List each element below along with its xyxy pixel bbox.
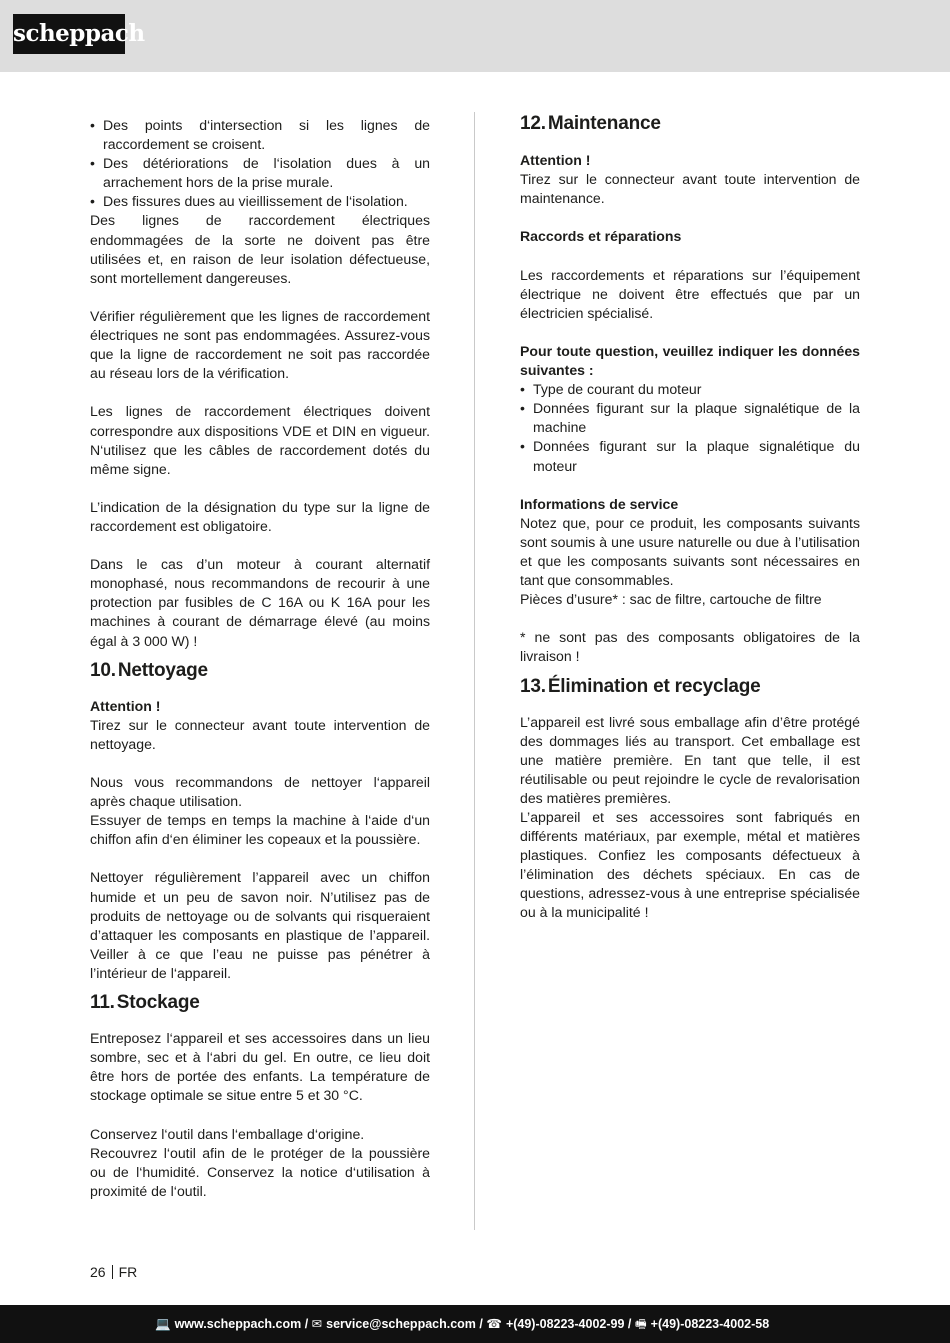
paragraph: Recouvrez l‘outil afin de le protéger de la poussière ou de l‘humidité. Conservez la notice d‘utilisation à proximité de l‘outil. bbox=[90, 1144, 430, 1199]
fax-number[interactable]: +(49)-08223-4002-58 bbox=[650, 1317, 770, 1331]
phone-number[interactable]: +(49)-08223-4002-99 / bbox=[505, 1317, 632, 1331]
paragraph: Nettoyer régulièrement l’appareil avec un chiffon humide et un peu de savon noir. N’utilisez pas de produits de nettoyage ou de solvants qui risqueraient d’attaquer les composants en plastique de l’appareil. Veiller à ce que l’eau ne puisse pas pénétrer à l’intérieur de l‘appareil. bbox=[90, 869, 430, 981]
paragraph: Notez que, pour ce produit, les composants suivants sont soumis à une usure naturelle ou due à l’utilisation et que les composants suivants sont nécessaires en tant que consommables. bbox=[520, 514, 860, 589]
attention-label: Attention ! bbox=[90, 697, 161, 714]
paragraph: L’indication de la désignation du type sur la ligne de raccordement est obligatoire. bbox=[90, 498, 430, 534]
email-link[interactable]: service@scheppach.com / bbox=[326, 1317, 483, 1331]
paragraph: Les raccordements et réparations sur l’équipement électrique ne doivent être effectués que par un électricien spécialisé. bbox=[520, 266, 860, 321]
column-divider bbox=[474, 112, 475, 1230]
left-column bbox=[90, 116, 430, 1201]
paragraph: Nous vous recommandons de nettoyer l‘appareil après chaque utilisation. bbox=[90, 774, 430, 810]
subheading-question: Pour toute question, veuillez indiquer les données suivantes : bbox=[520, 342, 860, 379]
list-item: • Des fissures dues au vieillissement de l‘isolation. bbox=[90, 192, 430, 211]
footer-bar bbox=[0, 1305, 950, 1343]
required-data-list bbox=[520, 380, 860, 475]
header-bar bbox=[0, 0, 950, 72]
paragraph: Tirez sur le connecteur avant toute intervention de maintenance. bbox=[520, 171, 860, 207]
list-item: • Données figurant sur la plaque signalétique de la machine bbox=[520, 399, 860, 437]
fax-icon: 🖷 bbox=[634, 1317, 647, 1331]
paragraph: Vérifier régulièrement que les lignes de raccordement électriques ne sont pas endommagées. Assurez-vous que la ligne de raccordement ne soit pas raccordée au réseau lors de la vérification. bbox=[90, 307, 430, 382]
email-icon: ✉ bbox=[311, 1317, 323, 1331]
list-item: • Données figurant sur la plaque signalétique du moteur bbox=[520, 437, 860, 475]
section-heading-maintenance: 12. Maintenance bbox=[520, 113, 661, 134]
paragraph: Essuyer de temps en temps la machine à l‘aide d‘un chiffon afin d‘en éliminer les copeaux et la poussière. bbox=[90, 812, 430, 848]
paragraph: Entreposez l‘appareil et ses accessoires dans un lieu sombre, sec et à l‘abri du gel. En outre, ce lieu doit être hors de portée des enfants. La température de stockage optimale se situe entre 5 et 30 °C. bbox=[90, 1030, 430, 1104]
right-column bbox=[520, 113, 860, 923]
website-link[interactable]: www.scheppach.com / bbox=[174, 1317, 309, 1331]
list-item: • Type de courant du moteur bbox=[520, 380, 860, 399]
paragraph: Tirez sur le connecteur avant toute intervention de nettoyage. bbox=[90, 716, 430, 752]
paragraph: L’appareil et ses accessoires sont fabriqués en différents matériaux, par exemple, métal et matières plastiques. Confiez les composants défectueux à l’élimination des déchets spéciaux. En cas de questions, adressez-vous à une entreprise spécialisée ou à la municipalité ! bbox=[520, 809, 860, 921]
phone-icon: ☎ bbox=[486, 1317, 502, 1331]
section-heading-nettoyage: 10. Nettoyage bbox=[90, 659, 208, 681]
subheading-raccords: Raccords et réparations bbox=[520, 228, 682, 245]
list-item: • Des points d‘intersection si les lignes de raccordement se croisent. bbox=[90, 116, 430, 154]
page-number: 26 FR bbox=[90, 1264, 138, 1280]
paragraph: * ne sont pas des composants obligatoires de la livraison ! bbox=[520, 629, 860, 665]
paragraph: Des lignes de raccordement électriques endommagées de la sorte ne doivent pas être utilisées et, en raison de leur isolation défectueuse, sont mortellement dangereuses. bbox=[90, 212, 430, 286]
computer-icon: 💻 bbox=[155, 1317, 171, 1331]
attention-label: Attention ! bbox=[520, 152, 591, 168]
list-item: • Des détériorations de l‘isolation dues à un arrachement hors de la prise murale. bbox=[90, 154, 430, 192]
scheppach-logo[interactable]: scheppach bbox=[13, 14, 125, 54]
paragraph: Dans le cas d’un moteur à courant alternatif monophasé, nous recommandons de recourir à une protection par fusibles de C 16A ou K 16A pour les machines à courant de démarrage élevé (au moins égal à 3 000 W) ! bbox=[90, 556, 430, 649]
paragraph: Les lignes de raccordement électriques doivent correspondre aux dispositions VDE et DIN en vigueur. N‘utilisez que les câbles de raccordement dotés du même signe. bbox=[90, 403, 430, 477]
insulation-damage-list bbox=[90, 116, 430, 211]
section-heading-stockage: 11. Stockage bbox=[90, 992, 200, 1014]
paragraph: Conservez l‘outil dans l‘emballage d‘origine. bbox=[90, 1125, 365, 1142]
paragraph: L’appareil est livré sous emballage afin d’être protégé des dommages liés au transport. Cet emballage est une matière première. En tant que telle, il est réutilisable ou peut rejoindre le cycle de revalorisation des matières premières. bbox=[520, 713, 860, 806]
subheading-service-info: Informations de service bbox=[520, 495, 679, 512]
section-heading-elimination: 13. Élimination et recyclage bbox=[520, 675, 761, 697]
paragraph: Pièces d’usure* : sac de filtre, cartouche de filtre bbox=[520, 591, 822, 608]
